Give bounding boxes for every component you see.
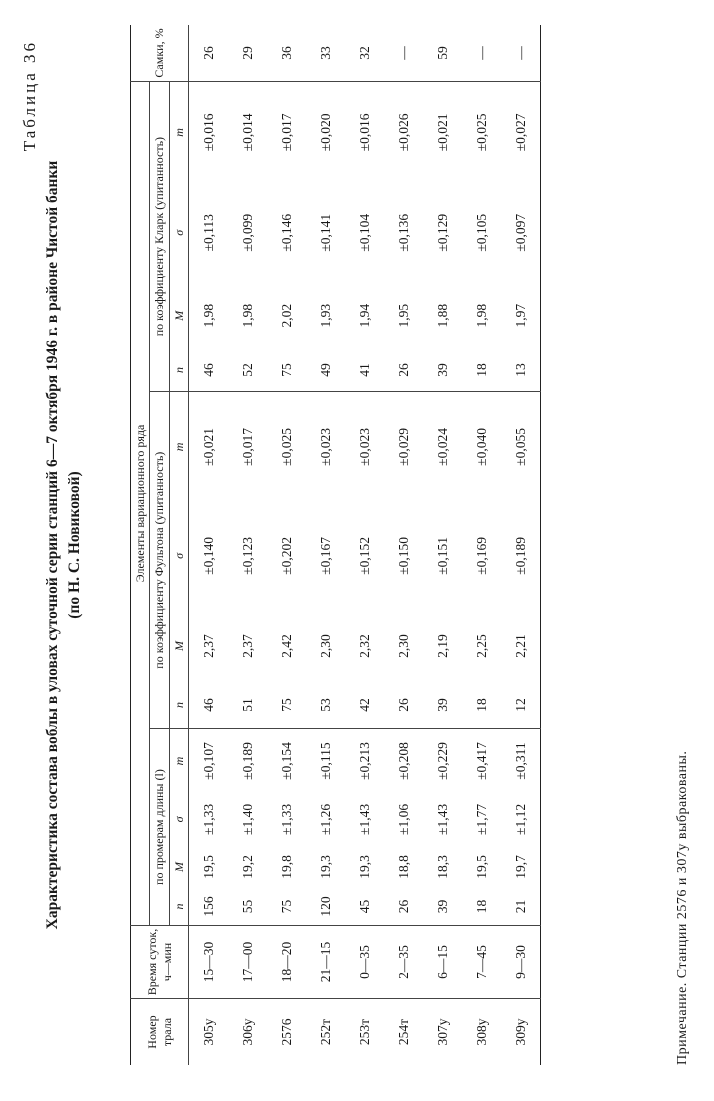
cell-time: 17—00 [228, 926, 267, 999]
cell-time: 15—30 [189, 926, 229, 999]
cell-length-error: ±0,189 [228, 729, 267, 793]
header-by-fulton: по коэффициенту Фультона (упитанность) [150, 392, 169, 729]
data-table [130, 25, 541, 1065]
table-row [501, 25, 541, 1065]
table-row [345, 25, 384, 1065]
sub-header-n: n [169, 682, 188, 729]
cell-fulton-n: 53 [317, 698, 333, 712]
cell-fulton-error: ±0,024 [423, 392, 462, 502]
cell-fulton-sigma: ±0,123 [239, 537, 255, 575]
cell-length-sigma: ±1,43 [434, 803, 450, 835]
cell-fulton-mean: 2,42 [278, 634, 294, 658]
cell-length-mean: 19,8 [278, 855, 294, 879]
cell-fulton-n: 39 [434, 698, 450, 712]
table-caption-author: (по Н. С. Новиковой) [66, 471, 83, 619]
cell-length-error: ±0,311 [501, 729, 541, 793]
cell-fulton-mean: 2,19 [434, 634, 450, 658]
cell-clark-mean: 1,95 [395, 303, 411, 328]
header-elements: Элементы вариационного ряда [131, 82, 150, 926]
cell-fulton-n: 12 [512, 698, 528, 712]
cell-fulton-mean: 2,25 [473, 634, 489, 658]
table-row [228, 25, 267, 1065]
cell-clark-n: 13 [512, 363, 528, 377]
cell-clark-mean: 1,98 [239, 303, 255, 328]
cell-clark-sigma: ±0,146 [278, 213, 294, 252]
cell-clark-n: 41 [356, 363, 372, 377]
sub-header-sigma: σ [169, 502, 188, 611]
cell-time: 9—30 [501, 926, 541, 999]
cell-length-sigma: ±1,43 [356, 803, 372, 835]
cell-fulton-error: ±0,021 [189, 392, 229, 502]
table-row [462, 25, 501, 1065]
cell-clark-mean: 1,94 [356, 303, 372, 328]
sub-header-sigma: σ [169, 793, 188, 846]
cell-trawl-no: 307у [423, 999, 462, 1066]
cell-trawl-no: 252т [306, 999, 345, 1066]
table-note: Примечание. Станции 2576 и 307у выбракованы. [675, 750, 690, 1065]
sub-header-m: M [169, 283, 188, 349]
cell-fulton-error: ±0,055 [501, 392, 541, 502]
cell-fulton-n: 42 [356, 698, 372, 712]
cell-clark-sigma: ±0,129 [434, 213, 450, 252]
cell-fulton-n: 18 [473, 698, 489, 712]
cell-fulton-error: ±0,040 [462, 392, 501, 502]
cell-fulton-sigma: ±0,202 [278, 537, 294, 575]
header-time: Время суток, ч—мин [131, 926, 189, 999]
cell-fulton-sigma: ±0,152 [356, 537, 372, 575]
cell-fulton-error: ±0,023 [306, 392, 345, 502]
cell-length-mean: 19,2 [239, 855, 255, 879]
cell-length-error: ±0,107 [189, 729, 229, 793]
cell-length-n: 26 [395, 899, 411, 914]
cell-length-mean: 18,3 [434, 855, 450, 879]
cell-fulton-mean: 2,30 [395, 634, 411, 658]
cell-length-sigma: ±1,40 [239, 803, 255, 835]
cell-fulton-sigma: ±0,150 [395, 537, 411, 575]
cell-clark-mean: 2,02 [278, 303, 294, 328]
cell-time: 21—15 [306, 926, 345, 999]
cell-length-mean: 19,3 [356, 855, 372, 879]
cell-fulton-n: 26 [395, 698, 411, 712]
cell-clark-sigma: ±0,105 [473, 213, 489, 252]
cell-length-error: ±0,208 [384, 729, 423, 793]
sub-header-m-error: m [169, 392, 188, 502]
cell-length-sigma: ±1,77 [473, 803, 489, 835]
cell-females-pct: 33 [306, 25, 345, 82]
sub-header-m-error: m [169, 729, 188, 793]
cell-length-sigma: ±1,12 [512, 803, 528, 835]
cell-clark-sigma: ±0,136 [395, 213, 411, 252]
sub-header-m: M [169, 846, 188, 888]
cell-clark-n: 75 [278, 363, 294, 377]
cell-fulton-mean: 2,30 [317, 634, 333, 658]
cell-clark-mean: 1,93 [317, 303, 333, 328]
cell-fulton-sigma: ±0,169 [473, 537, 489, 575]
cell-clark-mean: 1,88 [434, 303, 450, 328]
cell-length-error: ±0,115 [306, 729, 345, 793]
header-by-clark: по коэффициенту Кларк (упитанность) [150, 82, 169, 392]
sub-header-m: M [169, 610, 188, 682]
header-trawl-no: Номер трала [131, 999, 189, 1066]
cell-length-error: ±0,213 [345, 729, 384, 793]
cell-clark-n: 52 [239, 363, 255, 377]
sub-header-sigma: σ [169, 183, 188, 283]
cell-fulton-mean: 2,37 [189, 610, 229, 682]
cell-trawl-no: 305у [189, 999, 229, 1066]
cell-fulton-sigma: ±0,140 [189, 502, 229, 611]
cell-trawl-no: 309у [501, 999, 541, 1066]
cell-length-sigma: ±1,06 [395, 803, 411, 835]
cell-fulton-error: ±0,017 [228, 392, 267, 502]
header-by-length: по промерам длины (l) [150, 729, 169, 926]
cell-length-error: ±0,417 [462, 729, 501, 793]
cell-length-mean: 19,5 [189, 846, 229, 888]
sub-header-m-error: m [169, 82, 188, 183]
cell-fulton-n: 46 [189, 682, 229, 729]
cell-clark-sigma: ±0,113 [189, 183, 229, 283]
cell-clark-mean: 1,98 [473, 303, 489, 328]
header-females: Самки, % [131, 25, 189, 82]
cell-females-pct: 29 [228, 25, 267, 82]
cell-length-sigma: ±1,33 [189, 793, 229, 846]
cell-clark-n: 39 [434, 363, 450, 377]
cell-clark-sigma: ±0,104 [356, 213, 372, 252]
cell-clark-error: ±0,027 [512, 113, 528, 152]
cell-females-pct: 26 [189, 25, 229, 82]
cell-fulton-n: 75 [278, 698, 294, 712]
cell-length-n: 75 [278, 899, 294, 914]
cell-length-sigma: ±1,33 [278, 803, 294, 835]
cell-length-mean: 18,8 [395, 855, 411, 879]
cell-fulton-mean: 2,32 [356, 634, 372, 658]
cell-females-pct: — [501, 25, 541, 82]
cell-fulton-sigma: ±0,151 [434, 537, 450, 575]
cell-females-pct: — [384, 25, 423, 82]
cell-females-pct: 36 [267, 25, 306, 82]
sub-header-n: n [169, 349, 188, 392]
cell-clark-error: ±0,020 [317, 113, 333, 152]
table-row [189, 25, 229, 1065]
cell-clark-sigma: ±0,141 [317, 213, 333, 252]
table-caption: Характеристика состава воблы в уловах суточной серии станций 6—7 октября 1946 г. в районе Чистой банки [44, 160, 61, 930]
cell-length-n: 18 [473, 899, 489, 914]
cell-fulton-n: 51 [239, 698, 255, 712]
cell-length-error: ±0,229 [423, 729, 462, 793]
cell-length-mean: 19,7 [512, 855, 528, 879]
cell-clark-error: ±0,016 [356, 113, 372, 152]
table-row [384, 25, 423, 1065]
cell-trawl-no: 253т [345, 999, 384, 1066]
cell-time: 7—45 [462, 926, 501, 999]
table-row [423, 25, 462, 1065]
cell-trawl-no: 308у [462, 999, 501, 1066]
cell-fulton-error: ±0,023 [345, 392, 384, 502]
cell-clark-error: ±0,014 [239, 113, 255, 152]
cell-length-n: 156 [189, 888, 229, 926]
cell-fulton-sigma: ±0,189 [512, 537, 528, 575]
cell-females-pct: 32 [345, 25, 384, 82]
cell-fulton-mean: 2,21 [512, 634, 528, 658]
cell-trawl-no: 2576 [267, 999, 306, 1066]
cell-fulton-error: ±0,025 [267, 392, 306, 502]
cell-clark-error: ±0,016 [189, 82, 229, 183]
cell-females-pct: — [462, 25, 501, 82]
cell-time: 18—20 [267, 926, 306, 999]
cell-clark-n: 49 [317, 363, 333, 377]
cell-length-sigma: ±1,26 [317, 803, 333, 835]
cell-length-n: 45 [356, 899, 372, 914]
cell-clark-error: ±0,026 [395, 113, 411, 152]
cell-trawl-no: 254т [384, 999, 423, 1066]
cell-length-mean: 19,5 [473, 855, 489, 879]
cell-clark-sigma: ±0,099 [239, 213, 255, 252]
cell-clark-n: 18 [473, 363, 489, 377]
table-label: Таблица 36 [20, 40, 39, 152]
cell-clark-n: 26 [395, 363, 411, 377]
cell-clark-n: 46 [189, 349, 229, 392]
cell-fulton-error: ±0,029 [384, 392, 423, 502]
cell-clark-sigma: ±0,097 [512, 213, 528, 252]
cell-fulton-sigma: ±0,167 [317, 537, 333, 575]
cell-length-n: 39 [434, 899, 450, 914]
cell-time: 0—35 [345, 926, 384, 999]
cell-length-error: ±0,154 [267, 729, 306, 793]
cell-clark-error: ±0,017 [278, 113, 294, 152]
cell-fulton-mean: 2,37 [239, 634, 255, 658]
cell-length-n: 55 [239, 899, 255, 914]
cell-clark-mean: 1,97 [512, 303, 528, 328]
cell-trawl-no: 306у [228, 999, 267, 1066]
cell-females-pct: 59 [423, 25, 462, 82]
table-row [267, 25, 306, 1065]
table-row [306, 25, 345, 1065]
cell-time: 6—15 [423, 926, 462, 999]
cell-length-n: 21 [512, 899, 528, 914]
cell-time: 2—35 [384, 926, 423, 999]
cell-clark-error: ±0,021 [434, 113, 450, 152]
cell-length-n: 120 [317, 896, 333, 917]
cell-length-mean: 19,3 [317, 855, 333, 879]
cell-clark-mean: 1,98 [189, 283, 229, 349]
cell-clark-error: ±0,025 [473, 113, 489, 152]
sub-header-n: n [169, 888, 188, 926]
